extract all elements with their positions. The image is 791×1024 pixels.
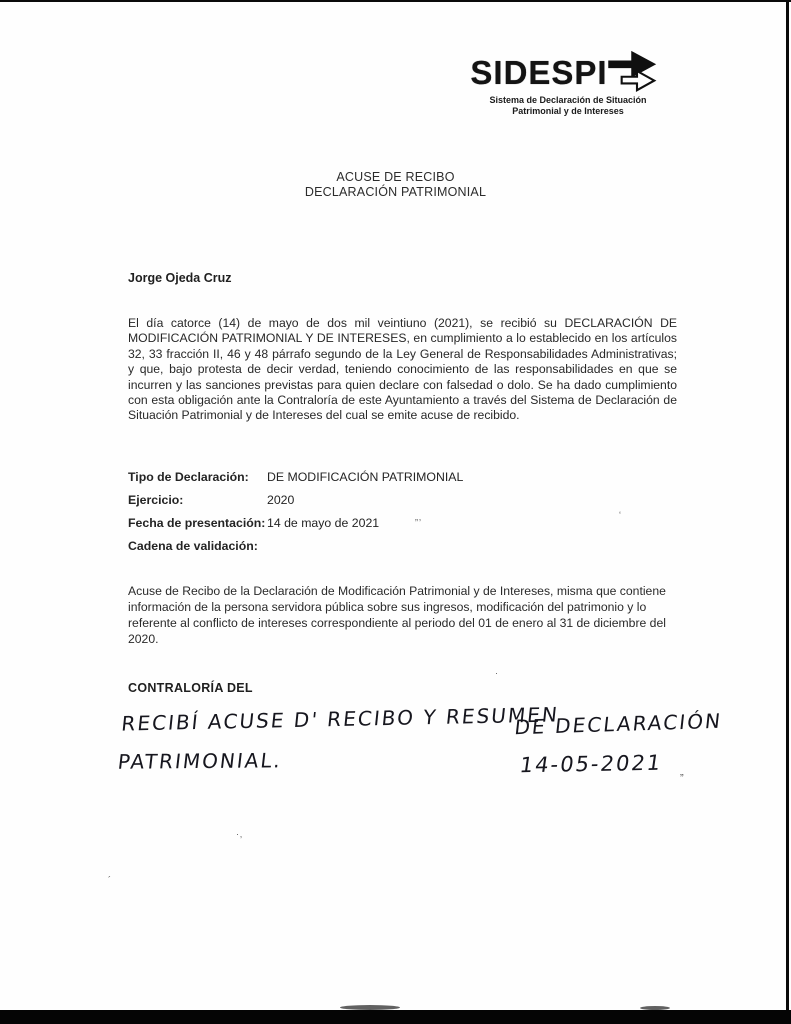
field-value [267, 535, 628, 558]
department-line: CONTRALORÍA DEL [128, 681, 253, 695]
document-title [0, 170, 791, 199]
logo-tagline-line1: Sistema de Declaración de Situación [489, 95, 647, 105]
scan-speck: ´ [108, 875, 112, 885]
logo-arrow-icon [608, 48, 666, 94]
scan-edge-right [786, 0, 789, 1024]
field-label: Ejercicio: [128, 493, 184, 507]
document-title-line2: DECLARACIÓN PATRIMONIAL [304, 184, 487, 199]
field-label: Tipo de Declaración: [128, 470, 249, 484]
handwriting-line1-right: DE DECLARACIÓN [513, 708, 724, 740]
logo-tagline [468, 95, 668, 117]
field-value: DE MODIFICACIÓN PATRIMONIAL [267, 470, 464, 484]
field-value: 14 de mayo de 2021 [267, 516, 380, 530]
declaration-fields [128, 466, 628, 558]
scan-speck: · [495, 668, 499, 678]
handwriting-line1-left: RECIBÍ ACUSE D' RECIBO Y RESUMEN [120, 702, 561, 736]
scan-speck: ‘ [619, 510, 622, 520]
handwriting-line2-left: PATRIMONIAL. [116, 748, 284, 774]
scan-edge-top [0, 0, 791, 2]
field-label: Fecha de presentación: [128, 516, 266, 530]
body-paragraph-2: Acuse de Recibo de la Declaración de Modificación Patrimonial y de Intereses, misma que contiene información de la persona servidora pública sobre sus ingresos, modificación del patrimonio y lo referente al conflicto de intereses correspondiente al periodo del 01 de enero al 31 de diciembre del 2020. [128, 584, 666, 646]
body-paragraph-1: El día catorce (14) de mayo de dos mil veintiuno (2021), se recibió su DECLARACIÓN DE MODIFICACIÓN PATRIMONIAL Y DE INTERESES, en cumplimiento a lo establecido en los artículos 32, 33 fracción II, 46 y 48 párrafo segundo de la Ley General de Responsabilidades Administrativas; y que, bajo protesta de decir verdad, teniendo conocimiento de las responsabilidades en que se incurren y las sanciones previstas para quien declare con falsedad o dolo. Se ha dado cumplimiento con esta obligación ante la Contraloría de este Ayuntamiento a través del Sistema de Declaración de Situación Patrimonial y de Intereses del cual se emite acuse de recibido. [128, 316, 677, 423]
field-value: 2020 [267, 493, 295, 507]
scan-speck: ·‚ [236, 829, 243, 839]
logo-wordmark: SIDESPI [470, 54, 608, 91]
field-row-tipo [128, 466, 628, 489]
field-row-fecha [128, 512, 628, 535]
scan-bar-bottom [0, 1010, 791, 1024]
recipient-name: Jorge Ojeda Cruz [128, 271, 232, 285]
field-label: Cadena de validación: [128, 539, 258, 553]
handwriting-date: 14-05-2021 [518, 750, 664, 778]
document-title-line1: ACUSE DE RECIBO [336, 170, 455, 184]
scan-speck: „ [680, 766, 685, 778]
logo-tagline-line2: Patrimonial y de Intereses [512, 106, 624, 116]
field-row-cadena [128, 535, 628, 558]
sidespi-logo [468, 52, 668, 117]
scan-speck: „‚ [415, 512, 422, 522]
field-row-ejercicio [128, 489, 628, 512]
logo-row [468, 52, 668, 94]
